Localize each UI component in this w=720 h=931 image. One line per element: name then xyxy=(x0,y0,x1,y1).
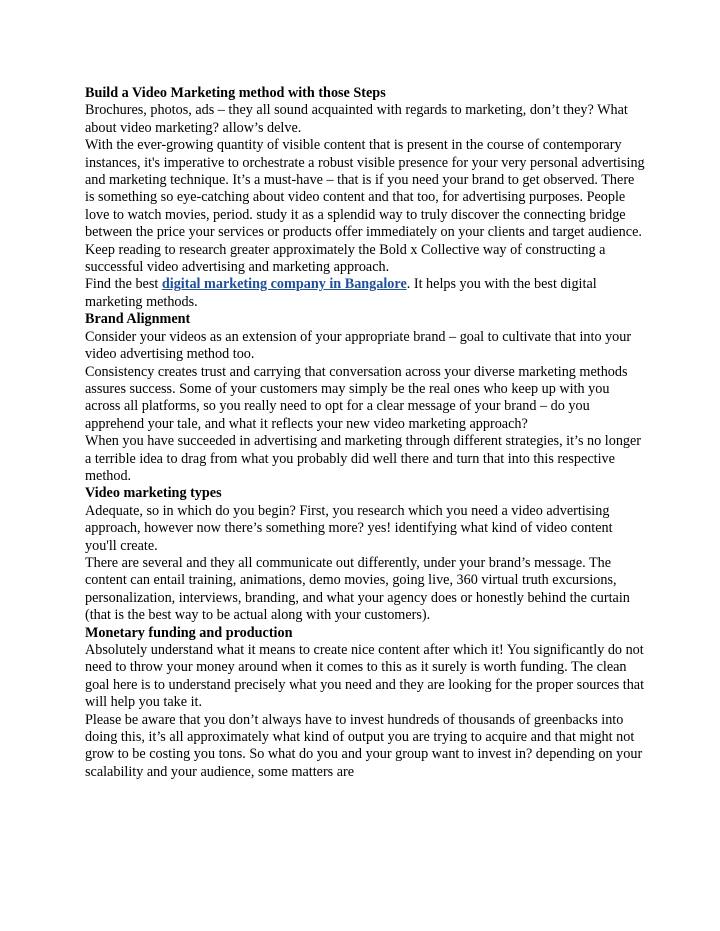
body-paragraph: Adequate, so in which do you begin? First, you research which you need a video advertising approach, however now there’s something more? yes! identifying what kind of video content you'll create. xyxy=(85,502,613,554)
document-page xyxy=(85,85,645,781)
document-title: Build a Video Marketing method with those Steps xyxy=(85,85,386,101)
section-heading-video-marketing-types: Video marketing types xyxy=(85,485,222,502)
section-heading-monetary-funding: Monetary funding and production xyxy=(85,624,293,641)
link-prefix-text: Find the best xyxy=(85,276,162,293)
digital-marketing-link[interactable]: digital marketing company in Bangalore xyxy=(161,276,407,293)
intro-paragraph: Keep reading to research greater approximately the Bold x Collective way of constructing a successful video advertising and marketing approach. xyxy=(85,241,606,276)
body-paragraph: Consistency creates trust and carrying that conversation across your diverse marketing methods assures success. Some of your customers may simply be the real ones who keep up with you across all platforms, so you really need to opt for a clear message of your brand – do you apprehend your tale, and what it reflects your new video marketing approach? xyxy=(85,363,628,432)
intro-paragraph: With the ever-growing quantity of visible content that is present in the course of contemporary instances, it's imperative to orchestrate a robust visible presence for your very personal advertising and marketing technique. It’s a must-have – that is if you need your brand to get observed. There is something so eye-catching about video content and that too, for advertising purposes. People love to watch movies, period. study it as a splendid way to truly discover the connecting bridge between the price your services or products offer immediately on your clients and target audience. xyxy=(85,137,645,241)
link-paragraph xyxy=(85,276,645,311)
body-paragraph: Consider your videos as an extension of your appropriate brand – goal to cultivate that into your video advertising method too. xyxy=(85,328,632,363)
body-paragraph: Absolutely understand what it means to create nice content after which it! You significantly do not need to throw your money around when it comes to this as it surely is worth funding. The clean goal here is to understand precisely what you need and they are looking for the proper sources that will help you take it. xyxy=(85,642,645,711)
body-paragraph: When you have succeeded in advertising and marketing through different strategies, it’s no longer a terrible idea to drag from what you probably did well there and turn that into this respective method. xyxy=(85,433,642,484)
intro-paragraph: Brochures, photos, ads – they all sound acquainted with regards to marketing, don’t they? What about video marketing? allow’s delve. xyxy=(85,102,628,136)
body-paragraph: Please be aware that you don’t always have to invest hundreds of thousands of greenbacks into doing this, it’s all approximately what kind of output you are trying to acquire and that might not grow to be costing you tons. So what do you and your group want to invest in? depending on your scalability and your audience, some matters are xyxy=(85,711,643,780)
body-paragraph: There are several and they all communicate out differently, under your brand’s message. The content can entail training, animations, demo movies, going live, 360 virtual truth excursions, personalization, interviews, branding, and what your agency does or honestly behind the curtain (that is the best way to be actual along with your customers). xyxy=(85,554,630,624)
link-suffix-text: . It helps you with the best digital marketing methods. xyxy=(85,276,597,310)
section-heading-brand-alignment: Brand Alignment xyxy=(85,311,191,328)
